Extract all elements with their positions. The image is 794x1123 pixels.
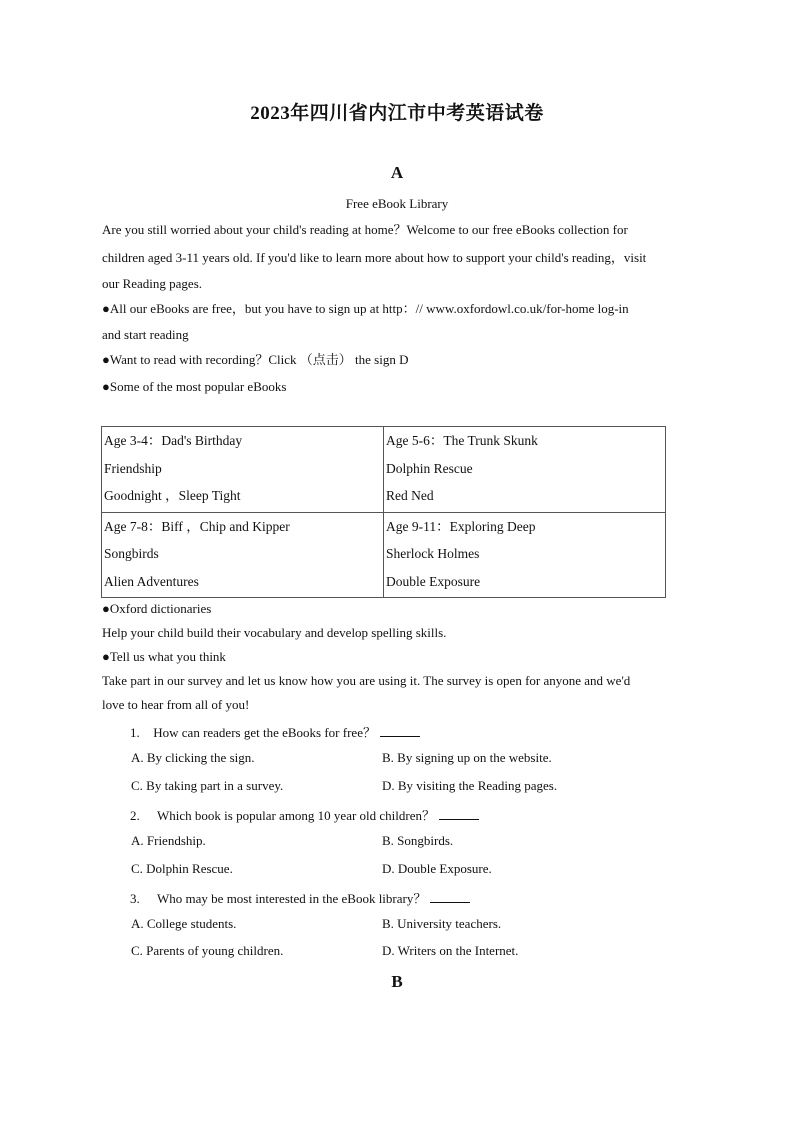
book-entry: Friendship <box>104 460 162 476</box>
book-entry: Sherlock Holmes <box>386 546 480 561</box>
passage-line: and start reading <box>102 327 189 342</box>
passage-line: children aged 3-11 years old. If you'd like to learn more about how to support your child's reading，visit <box>102 250 647 265</box>
book-entry: Age 9-11：Exploring Deep <box>386 518 536 534</box>
book-entry: Alien Adventures <box>104 573 199 589</box>
passage-line: Help your child build their vocabulary and develop spelling skills. <box>102 625 447 640</box>
question-2 <box>130 805 479 824</box>
option-d[interactable]: D. Double Exposure. <box>382 861 492 876</box>
book-entry: Goodnight ，Sleep Tight <box>104 488 241 503</box>
passage-subtitle: Free eBook Library <box>345 196 449 211</box>
question-3 <box>130 888 470 907</box>
option-d[interactable]: D. Writers on the Internet. <box>382 943 519 958</box>
passage-line: ●Some of the most popular eBooks <box>102 379 287 394</box>
question-text: Which book is popular among 10 year old children？ <box>157 808 436 823</box>
question-1 <box>130 722 420 741</box>
question-text: Who may be most interested in the eBook library？ <box>157 891 427 906</box>
option-a[interactable]: A. Friendship. <box>131 833 206 848</box>
option-a[interactable]: A. College students. <box>131 916 237 931</box>
book-entry: Songbirds <box>104 546 159 561</box>
option-b[interactable]: B. By signing up on the website. <box>382 750 552 765</box>
option-d[interactable]: D. By visiting the Reading pages. <box>382 778 558 793</box>
passage-line: ●Want to read with recording？Click （点击） the sign D <box>102 352 409 367</box>
table-cell <box>102 427 384 513</box>
book-entry: Red Ned <box>386 488 434 503</box>
passage-line: our Reading pages. <box>102 276 203 291</box>
page-title: 2023年四川省内江市中考英语试卷 <box>250 103 544 124</box>
table-row <box>102 512 666 598</box>
passage-line: Take part in our survey and let us know how you are using it. The survey is open for anyone and we'd <box>102 673 631 688</box>
book-entry: Dolphin Rescue <box>386 460 473 476</box>
section-a-heading: A <box>390 163 404 182</box>
passage-line: Are you still worried about your child's reading at home？Welcome to our free eBooks collection for <box>102 222 628 237</box>
answer-blank[interactable] <box>380 724 420 737</box>
section-b-heading: B <box>391 972 403 991</box>
table-cell <box>384 512 666 598</box>
book-entry: Age 7-8：Biff ，Chip and Kipper <box>104 518 290 534</box>
ebook-table <box>101 426 666 598</box>
table-row <box>102 427 666 513</box>
passage-line: ●Tell us what you think <box>102 649 226 664</box>
question-number: 1. <box>130 725 140 740</box>
option-c[interactable]: C. Parents of young children. <box>131 943 284 958</box>
answer-blank[interactable] <box>430 890 470 903</box>
answer-blank[interactable] <box>439 807 479 820</box>
question-text: How can readers get the eBooks for free？ <box>153 725 376 740</box>
table-cell <box>102 512 384 598</box>
question-number: 3. <box>130 891 140 906</box>
book-entry: Age 3-4：Dad's Birthday <box>104 433 243 448</box>
book-entry: Double Exposure <box>386 573 481 589</box>
book-entry: Age 5-6：The Trunk Skunk <box>386 433 538 448</box>
passage-line: love to hear from all of you! <box>102 697 250 712</box>
option-c[interactable]: C. Dolphin Rescue. <box>131 861 233 876</box>
passage-line: ●Oxford dictionaries <box>102 601 212 616</box>
table-cell <box>384 427 666 513</box>
question-number: 2. <box>130 808 140 823</box>
passage-line: ●All our eBooks are free，but you have to sign up at http：// www.oxfordowl.co.uk/for-home log-in <box>102 301 629 316</box>
option-a[interactable]: A. By clicking the sign. <box>131 750 255 765</box>
option-b[interactable]: B. Songbirds. <box>382 833 454 848</box>
option-b[interactable]: B. University teachers. <box>382 916 502 931</box>
option-c[interactable]: C. By taking part in a survey. <box>131 778 284 793</box>
